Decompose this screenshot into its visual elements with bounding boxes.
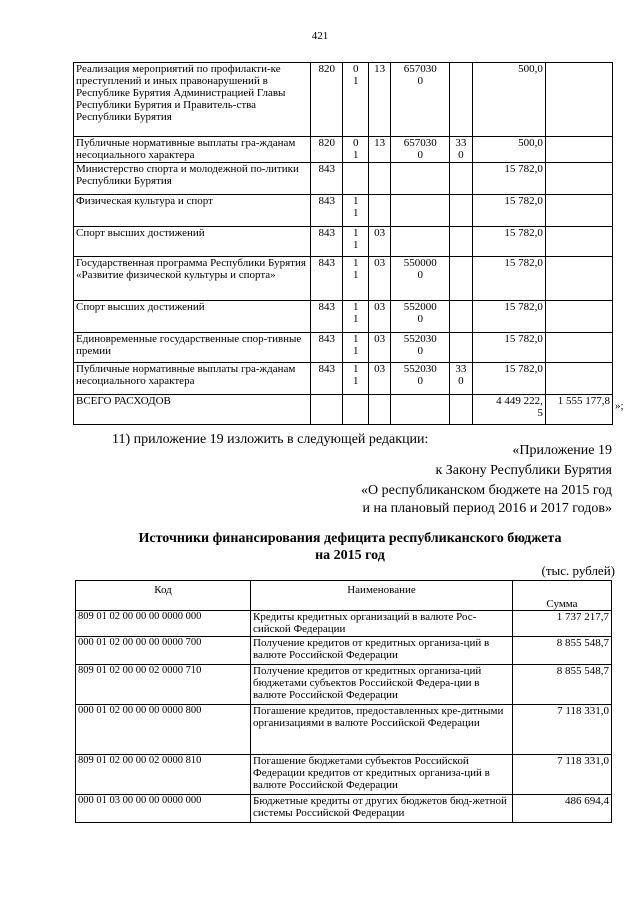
cell-c6: 15 782,0 — [472, 363, 545, 395]
cell-c4: 552030 0 — [391, 333, 450, 363]
cell-c1: 843 — [310, 301, 343, 333]
table-row — [74, 137, 613, 163]
cell-c3: 13 — [368, 137, 390, 163]
cell-c2: 1 1 — [343, 301, 368, 333]
cell-c1: 843 — [310, 227, 343, 257]
cell-c6: 15 782,0 — [472, 301, 545, 333]
cell-code: 000 01 02 00 00 00 0000 700 — [76, 637, 251, 665]
cell-c7 — [545, 163, 612, 195]
cell-c6: 15 782,0 — [472, 333, 545, 363]
table-row — [74, 257, 613, 301]
cell-code: 809 01 02 00 00 00 0000 000 — [76, 611, 251, 637]
cell-c3 — [368, 163, 390, 195]
appendix-line1: «Приложение 19 — [512, 443, 612, 458]
cell-code: 000 01 03 00 00 00 0000 000 — [76, 795, 251, 823]
cell-c3: 03 — [368, 227, 390, 257]
cell-c6: 500,0 — [472, 137, 545, 163]
title-line1: Источники финансирования дефицита республиканского бюджета — [138, 531, 562, 546]
cell-name: Спорт высших достижений — [74, 227, 311, 257]
cell-c3: 03 — [368, 333, 390, 363]
title-line2: на 2015 год — [315, 548, 385, 563]
cell-c6: 15 782,0 — [472, 257, 545, 301]
cell-c2: 1 1 — [343, 257, 368, 301]
cell-sum: 1 737 217,7 — [513, 611, 612, 637]
cell-c4: 552030 0 — [391, 363, 450, 395]
cell-c1: 820 — [310, 137, 343, 163]
cell-c6: 500,0 — [472, 63, 545, 137]
cell-c5 — [450, 63, 472, 137]
cell-c3 — [368, 395, 390, 425]
item-11-text: 11) приложение 19 изложить в следующей редакции: — [112, 432, 429, 447]
cell-c1: 843 — [310, 333, 343, 363]
cell-c1: 843 — [310, 363, 343, 395]
cell-c7 — [545, 137, 612, 163]
table-row — [76, 795, 612, 823]
cell-c2: 1 1 — [343, 333, 368, 363]
table-row — [74, 333, 613, 363]
header-name: Наименование — [251, 581, 513, 611]
table-row — [74, 363, 613, 395]
cell-c7 — [545, 257, 612, 301]
cell-c3: 03 — [368, 363, 390, 395]
cell-c5 — [450, 227, 472, 257]
table-row — [74, 163, 613, 195]
cell-c2: 1 1 — [343, 227, 368, 257]
table-row — [74, 195, 613, 227]
page-number: 421 — [311, 30, 329, 42]
cell-c1: 843 — [310, 163, 343, 195]
cell-name: Министерство спорта и молодежной по-литики Республики Бурятия — [74, 163, 311, 195]
cell-c4 — [391, 395, 450, 425]
cell-c7: 1 555 177,8 — [545, 395, 612, 425]
cell-c1: 843 — [310, 257, 343, 301]
table-suffix: »; — [615, 400, 624, 412]
units-label: (тыс. рублей) — [541, 563, 615, 578]
cell-c4: 550000 0 — [391, 257, 450, 301]
cell-c3 — [368, 195, 390, 227]
table-row — [76, 611, 612, 637]
appendix-line2: к Закону Республики Бурятия — [435, 463, 612, 478]
cell-sum: 7 118 331,0 — [513, 705, 612, 755]
sources-table — [75, 580, 612, 823]
cell-c6: 15 782,0 — [472, 195, 545, 227]
cell-name: Погашение бюджетами субъектов Российской Федерации кредитов от кредитных организа-ций в валюте Российской Федерации — [251, 755, 513, 795]
cell-c7 — [545, 195, 612, 227]
cell-name: Спорт высших достижений — [74, 301, 311, 333]
cell-c5 — [450, 301, 472, 333]
cell-name: Физическая культура и спорт — [74, 195, 311, 227]
cell-c6: 15 782,0 — [472, 163, 545, 195]
cell-c2 — [343, 395, 368, 425]
cell-c7 — [545, 363, 612, 395]
header-sum: Сумма — [513, 581, 612, 611]
cell-name: Получение кредитов от кредитных организа-ций бюджетами субъектов Российской Федера-ции в валюте Российской Федерации — [251, 665, 513, 705]
cell-c2: 1 1 — [343, 195, 368, 227]
cell-c2 — [343, 163, 368, 195]
cell-sum: 8 855 548,7 — [513, 637, 612, 665]
cell-c4: 657030 0 — [391, 137, 450, 163]
expenses-table — [73, 62, 613, 425]
cell-name: Реализация мероприятий по профилакти-ке преступлений и иных правонарушений в Республике Бурятия Администрацией Главы Республики Бурятия и Правитель-ства Республики Бурятия — [74, 63, 311, 137]
cell-name: Погашение кредитов, предоставленных кре-дитными организациями в валюте Российской Федерации — [251, 705, 513, 755]
cell-c2: 0 1 — [343, 63, 368, 137]
cell-c4 — [391, 163, 450, 195]
cell-c2: 1 1 — [343, 363, 368, 395]
cell-c5 — [450, 333, 472, 363]
cell-c4 — [391, 227, 450, 257]
cell-c4: 552000 0 — [391, 301, 450, 333]
cell-c5: 33 0 — [450, 137, 472, 163]
cell-sum: 486 694,4 — [513, 795, 612, 823]
cell-c5 — [450, 195, 472, 227]
cell-name: Единовременные государственные спор-тивные премии — [74, 333, 311, 363]
header-code: Код — [76, 581, 251, 611]
table-row — [74, 395, 613, 425]
cell-name: Бюджетные кредиты от других бюджетов бюд-жетной системы Российской Федерации — [251, 795, 513, 823]
cell-name: Получение кредитов от кредитных организа-ций в валюте Российской Федерации — [251, 637, 513, 665]
cell-c4: 657030 0 — [391, 63, 450, 137]
cell-name: Публичные нормативные выплаты гра-жданам несоциального характера — [74, 137, 311, 163]
cell-c3: 03 — [368, 257, 390, 301]
cell-name: Государственная программа Республики Бурятия «Развитие физической культуры и спорта» — [74, 257, 311, 301]
cell-c1: 820 — [310, 63, 343, 137]
cell-c6: 15 782,0 — [472, 227, 545, 257]
table-row — [76, 637, 612, 665]
table-row — [74, 227, 613, 257]
table-row — [74, 301, 613, 333]
cell-code: 000 01 02 00 00 00 0000 800 — [76, 705, 251, 755]
table-row — [74, 63, 613, 137]
cell-c2: 0 1 — [343, 137, 368, 163]
cell-c6: 4 449 222, 5 — [472, 395, 545, 425]
cell-c5 — [450, 395, 472, 425]
cell-c7 — [545, 333, 612, 363]
cell-name: ВСЕГО РАСХОДОВ — [74, 395, 311, 425]
cell-sum: 7 118 331,0 — [513, 755, 612, 795]
cell-name: Публичные нормативные выплаты гра-жданам несоциального характера — [74, 363, 311, 395]
cell-c5: 33 0 — [450, 363, 472, 395]
table-row — [76, 665, 612, 705]
appendix-line4: и на плановый период 2016 и 2017 годов» — [362, 501, 612, 516]
cell-name: Кредиты кредитных организаций в валюте Рос-сийской Федерации — [251, 611, 513, 637]
cell-code: 809 01 02 00 00 02 0000 710 — [76, 665, 251, 705]
cell-sum: 8 855 548,7 — [513, 665, 612, 705]
cell-c5 — [450, 163, 472, 195]
table-row — [76, 705, 612, 755]
cell-c7 — [545, 301, 612, 333]
cell-c1: 843 — [310, 195, 343, 227]
cell-c1 — [310, 395, 343, 425]
table-row — [76, 755, 612, 795]
cell-c3: 03 — [368, 301, 390, 333]
cell-c7 — [545, 63, 612, 137]
cell-c3: 13 — [368, 63, 390, 137]
cell-c4 — [391, 195, 450, 227]
cell-c7 — [545, 227, 612, 257]
cell-c5 — [450, 257, 472, 301]
cell-code: 809 01 02 00 00 02 0000 810 — [76, 755, 251, 795]
appendix-line3: «О республиканском бюджете на 2015 год — [361, 483, 612, 498]
